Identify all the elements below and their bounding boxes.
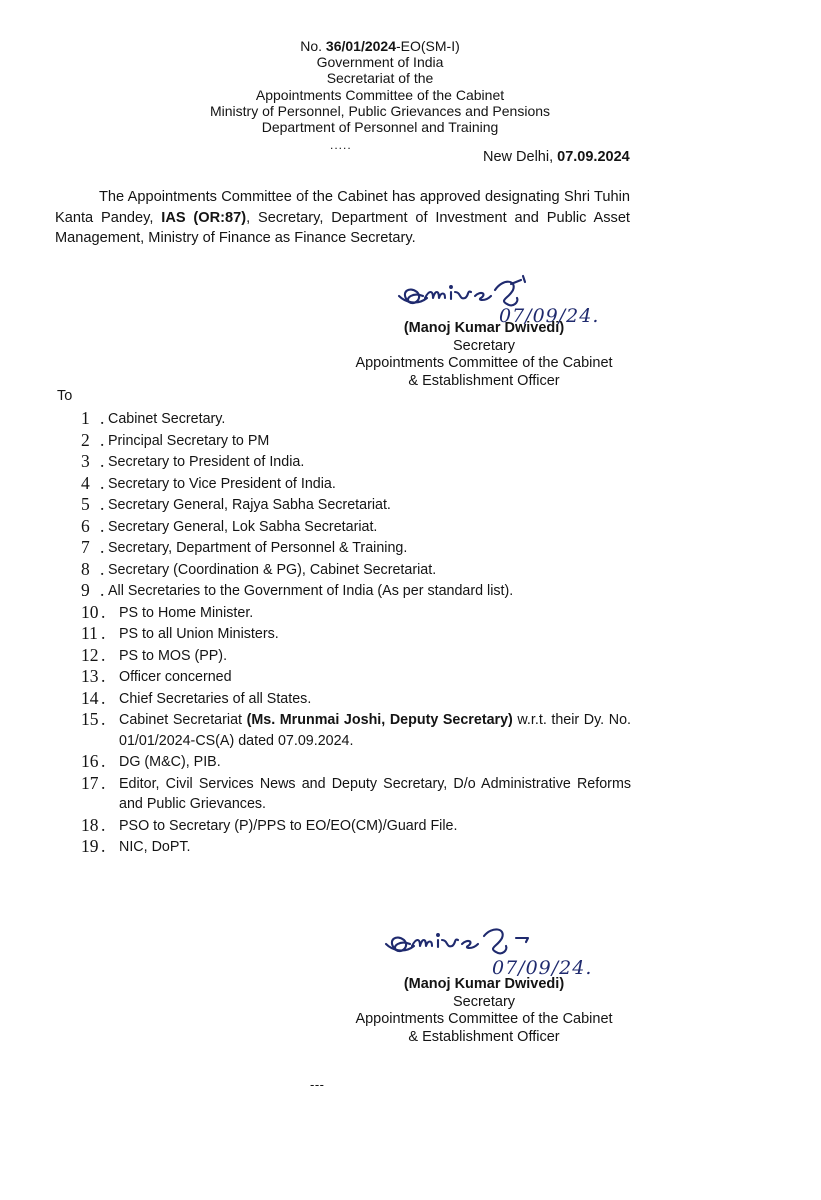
list-item: 2 . Principal Secretary to PM (81, 429, 270, 450)
list-item: 18 . PSO to Secretary (P)/PPS to EO/EO(CM)/Guard File. (81, 814, 458, 835)
header-separator-dots: ..... (330, 138, 352, 152)
list-item: 7 . Secretary, Department of Personnel & Training. (81, 537, 408, 557)
signatory-org: Appointments Committee of the Cabinet (355, 355, 613, 371)
handwritten-signature-bottom (380, 912, 640, 976)
header-line-department: Department of Personnel and Training (261, 119, 499, 136)
signatory-role: & Establishment Officer (408, 1028, 560, 1045)
signatory-name: (Manoj Kumar Dwivedi) (403, 976, 565, 992)
letterhead (120, 38, 640, 135)
list-item: 15 . Cabinet Secretariat (Ms. Mrunmai Joshi, Deputy Secretary) w.r.t. their Dy. No. 01/01/2024-CS(A) dated 07.09.2024. (81, 709, 631, 749)
end-of-document-mark: --- (310, 1077, 325, 1092)
header-line-government: Government of India (316, 54, 444, 71)
list-item: 11 . PS to all Union Ministers. (81, 623, 279, 643)
signatory-title: Secretary (452, 337, 516, 354)
list-item: 5 . Secretary General, Rajya Sabha Secretariat. (81, 494, 391, 514)
list-item: 8 . Secretary (Coordination & PG), Cabinet Secretariat. (81, 558, 437, 579)
header-line-ministry: Ministry of Personnel, Public Grievances and Pensions (209, 102, 551, 119)
list-item: 12 . PS to MOS (PP). (81, 644, 228, 665)
reference-number: No. 36/01/2024-EO(SM-I) (300, 38, 460, 54)
header-line-acc: Appointments Committee of the Cabinet (255, 86, 505, 103)
list-item: 1 . Cabinet Secretary. (81, 408, 226, 428)
header-line-secretariat: Secretariat of the (326, 70, 434, 87)
to-label: To (57, 388, 73, 404)
distribution-list (81, 408, 631, 858)
list-item: 16 . DG (M&C), PIB. (81, 751, 221, 771)
list-item: 19 . NIC, DoPT. (81, 836, 191, 856)
list-item: 3 . Secretary to President of India. (81, 451, 305, 471)
signatory-name: (Manoj Kumar Dwivedi) (403, 320, 565, 336)
order-paragraph: The Appointments Committee of the Cabinet has approved designating Shri Tuhin Kanta Pandey, IAS (OR:87), Secretary, Department of Investment and Public Asset Management, Ministry of Finance as Finance Secretary. (55, 189, 630, 246)
list-item: 4 . Secretary to Vice President of India. (81, 472, 336, 493)
signature-date-bottom: 07/09/24. (492, 957, 593, 976)
place-and-date: New Delhi, 07.09.2024 (483, 149, 630, 165)
signatory-block-top (345, 320, 623, 390)
signature-date-top: 07/09/24. (499, 305, 600, 324)
list-item: 13 . Officer concerned (81, 666, 232, 686)
list-item: 17 . Editor, Civil Services News and Deputy Secretary, D/o Administrative Reforms and Public Grievances. (81, 772, 631, 812)
signatory-block-bottom (343, 976, 625, 1046)
handwritten-signature-top (395, 262, 645, 324)
list-item: 9 . All Secretaries to the Government of India (As per standard list). (81, 580, 514, 600)
signatory-org: Appointments Committee of the Cabinet (355, 1011, 613, 1027)
list-item: 14 . Chief Secretaries of all States. (81, 687, 312, 708)
list-item: 6 . Secretary General, Lok Sabha Secretariat. (81, 515, 378, 536)
signatory-title: Secretary (452, 993, 516, 1010)
list-item: 10 . PS to Home Minister. (81, 601, 254, 622)
signatory-role: & Establishment Officer (408, 372, 560, 389)
